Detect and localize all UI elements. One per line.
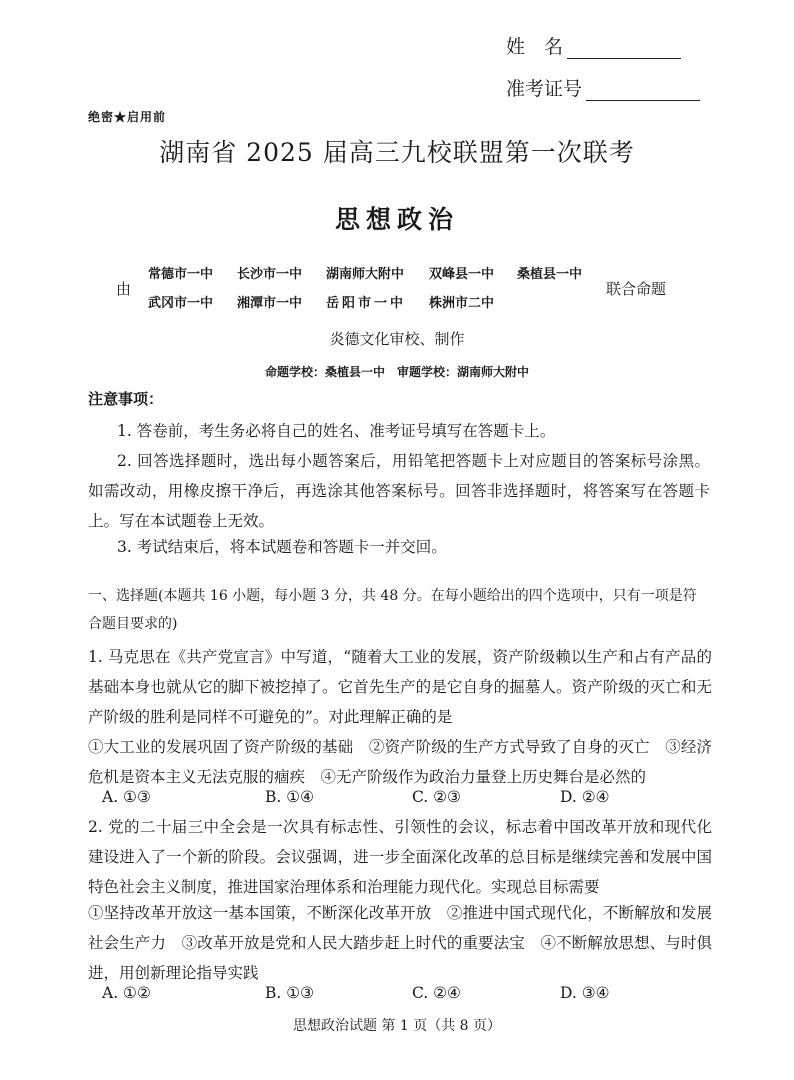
school-name: 岳阳市一中: [326, 296, 407, 311]
answer-option: B. ①④: [265, 788, 315, 806]
school-name: 湖南师大附中: [326, 267, 405, 282]
school-name: 桑植县一中: [517, 267, 583, 282]
note-item: 3. 考试结束后，将本试题卷和答题卡一并交回。: [117, 538, 447, 556]
joint-proposition-label: 联合命题: [606, 280, 667, 298]
name-label: 姓 名: [506, 36, 564, 58]
setter-schools-line: 命题学校：桑植县一中 审题学校：湖南师大附中: [264, 365, 529, 379]
answer-option: C. ②④: [412, 984, 461, 1002]
section-title: 一、选择题(本题共 16 小题，每小题 3 分，共 48 分。在每小题给出的四个选项中，只有一项是符合题目要求的): [88, 588, 697, 632]
question-statements: ①大工业的发展巩固了资产阶级的基础 ②资产阶级的生产方式导致了自身的灭亡 ③经济危机是资本主义无法克服的痼疾 ④无产阶级作为政治力量登上历史舞台是必然的: [88, 738, 712, 786]
subject-title: 思想政治: [334, 205, 459, 234]
school-name: 湘潭市一中: [237, 296, 303, 311]
exam-id-label: 准考证号: [506, 78, 583, 100]
question-stem: 1. 马克思在《共产党宣言》中写道，“随着大工业的发展，资产阶级赖以生产和占有产品的基础本身也就从它的脚下被挖掉了。它首先生产的是它自身的掘墓人。资产阶级的灭亡和无产阶级的胜利是同样不可避免的”。对此理解正确的是: [88, 648, 712, 726]
school-name: 双峰县一中: [429, 267, 495, 282]
school-name: 长沙市一中: [237, 267, 303, 282]
question-stem: 2. 党的二十届三中全会是一次具有标志性、引领性的会议，标志着中国改革开放和现代化建设进入了一个新的阶段。会议强调，进一步全面深化改革的总目标是继续完善和发展中国特色社会主义制度，推进国家治理体系和治理能力现代化。实现总目标需要: [88, 818, 712, 896]
note-item: 1. 答卷前，考生务必将自己的姓名、准考证号填写在答题卡上。: [117, 422, 556, 440]
school-name: 常德市一中: [148, 267, 214, 282]
exam-title: 湖南省 2025 届高三九校联盟第一次联考: [159, 138, 635, 167]
answer-option: C. ②③: [412, 788, 461, 806]
confidential-mark: 绝密★启用前: [88, 110, 167, 124]
answer-option: A. ①③: [102, 788, 151, 806]
page-footer: 思想政治试题 第 1 页（共 8 页）: [292, 1018, 502, 1034]
answer-option: D. ②④: [560, 788, 610, 806]
question-statements: ①坚持改革开放这一基本国策，不断深化改革开放 ②推进中国式现代化，不断解放和发展社会生产力 ③改革开放是党和人民大踏步赶上时代的重要法宝 ④不断解放思想、与时俱进，用创新理论指导实践: [88, 904, 712, 982]
school-name: 武冈市一中: [148, 296, 214, 311]
producer-line: 炎德文化审校、制作: [329, 330, 465, 348]
exam-id-field: [506, 74, 700, 101]
by-label: 由: [116, 280, 132, 298]
name-field: [506, 32, 681, 59]
note-item: 2. 回答选择题时，选出每小题答案后，用铅笔把答题卡上对应题目的答案标号涂黑。如需改动，用橡皮擦干净后，再选涂其他答案标号。回答非选择题时，将答案写在答题卡上。写在本试题卷上无效。: [88, 452, 710, 530]
exam-id-blank-line: [586, 78, 700, 101]
answer-option: B. ①③: [265, 984, 315, 1002]
notes-title: 注意事项：: [88, 390, 164, 408]
answer-option: A. ①②: [102, 984, 151, 1002]
name-blank-line: [567, 36, 681, 59]
school-name: 株洲市二中: [429, 296, 495, 311]
answer-option: D. ③④: [560, 984, 610, 1002]
